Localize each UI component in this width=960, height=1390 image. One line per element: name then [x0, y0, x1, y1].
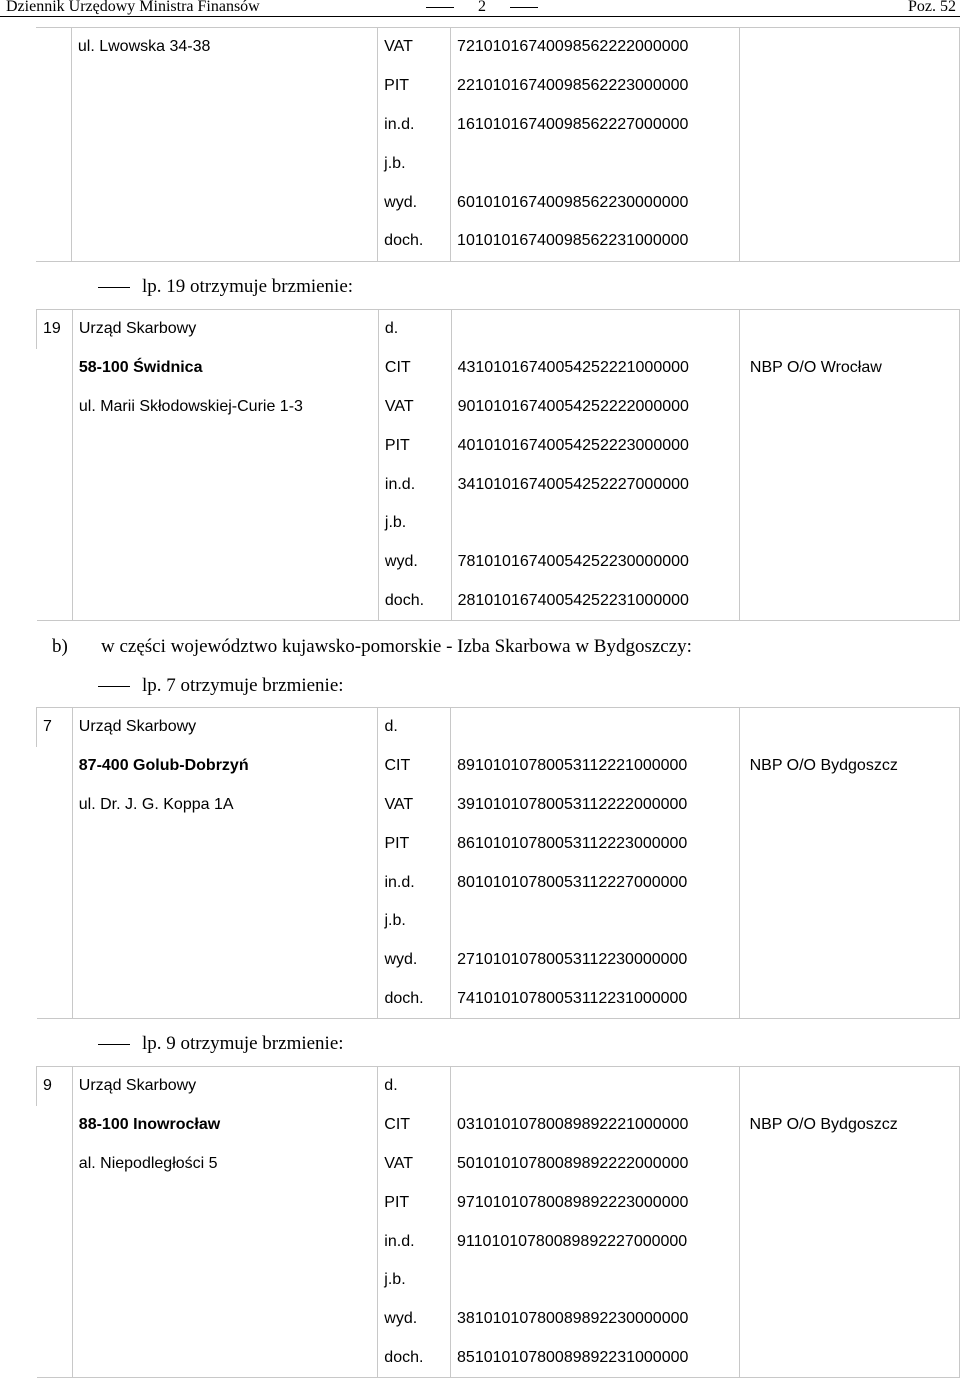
tax-type-cell: CIT: [378, 1106, 451, 1145]
journal-title: Dziennik Urzędowy Ministra Finansów: [6, 0, 260, 15]
bank-name-cell: [739, 28, 959, 67]
table-row: [36, 183, 960, 222]
table-row: [37, 902, 960, 941]
row-number: [36, 106, 71, 145]
table-row: [36, 222, 960, 261]
section-text: w części województwo kujawsko-pomorskie - Izba Skarbowa w Bydgoszczy:: [101, 636, 692, 657]
table-row: [37, 1222, 960, 1261]
bank-name-cell: [739, 543, 959, 582]
office-name-cell: [72, 902, 378, 941]
row-number: [37, 465, 73, 504]
office-name-cell: [72, 824, 378, 863]
account-number-cell: 40101016740054252223000000: [451, 426, 739, 465]
tax-type-cell: wyd.: [378, 543, 451, 582]
table-row: [37, 543, 960, 582]
tax-type-cell: doch.: [378, 1339, 451, 1378]
office-name-cell: [72, 426, 378, 465]
row-number: [36, 183, 71, 222]
account-number-cell: 72101016740098562222000000: [451, 28, 740, 67]
bank-name-cell: [739, 310, 959, 349]
bank-name-cell: [739, 1067, 959, 1106]
account-number-cell: 89101010780053112221000000: [451, 747, 739, 786]
office-name-cell: 88-100 Inowrocław: [72, 1106, 378, 1145]
tax-type-cell: doch.: [378, 582, 451, 621]
row-number: [37, 863, 73, 902]
account-number-cell: 38101010780089892230000000: [451, 1300, 740, 1339]
account-number-cell: 78101016740054252230000000: [451, 543, 739, 582]
office-name-cell: 87-400 Golub-Dobrzyń: [72, 747, 378, 786]
tax-type-cell: PIT: [378, 824, 451, 863]
row-number: [37, 1339, 73, 1378]
row-number: [37, 824, 73, 863]
tax-type-cell: d.: [378, 708, 451, 747]
tax-type-cell: VAT: [378, 388, 451, 427]
tax-office-table-swidnica: [36, 309, 960, 621]
bank-name-cell: [739, 863, 959, 902]
table-row: [37, 388, 960, 427]
account-number-cell: 80101010780053112227000000: [451, 863, 739, 902]
tax-type-cell: doch.: [378, 222, 451, 261]
bank-name-cell: NBP O/O Bydgoszcz: [739, 747, 959, 786]
account-number-cell: [451, 902, 739, 941]
amendment-note-7: [98, 675, 344, 697]
tax-type-cell: in.d.: [378, 106, 451, 145]
account-number-cell: 50101010780089892222000000: [451, 1145, 740, 1184]
row-number: 19: [37, 310, 73, 349]
table-row: [37, 824, 960, 863]
account-number-cell: 27101010780053112230000000: [451, 941, 739, 980]
office-name-cell: ul. Lwowska 34-38: [71, 28, 377, 67]
row-number: [37, 1261, 73, 1300]
account-number-cell: 16101016740098562227000000: [451, 106, 740, 145]
table-row: [37, 349, 960, 388]
account-number-cell: 97101010780089892223000000: [451, 1183, 740, 1222]
account-number-cell: 91101010780089892227000000: [451, 1222, 740, 1261]
account-number-cell: 60101016740098562230000000: [451, 183, 740, 222]
office-name-cell: [72, 543, 378, 582]
tax-type-cell: VAT: [378, 1145, 451, 1184]
row-number: [37, 902, 73, 941]
tax-office-table-golub-dobrzyn: [36, 707, 960, 1019]
table-row: [37, 310, 960, 349]
table-row: [37, 786, 960, 825]
bank-name-cell: [739, 708, 959, 747]
row-number: [36, 28, 71, 67]
bank-name-cell: [739, 67, 959, 106]
office-name-cell: [72, 1183, 378, 1222]
tax-type-cell: in.d.: [378, 465, 451, 504]
bank-name-cell: [739, 1183, 959, 1222]
table-row: [37, 1339, 960, 1378]
page-header: [0, 0, 960, 16]
office-name-cell: [72, 1222, 378, 1261]
office-name-cell: [72, 504, 378, 543]
tax-type-cell: VAT: [378, 786, 451, 825]
tax-type-cell: doch.: [378, 980, 451, 1019]
office-name-cell: [71, 106, 377, 145]
table-row: [37, 504, 960, 543]
account-number-cell: 10101016740098562231000000: [451, 222, 740, 261]
office-name-cell: [72, 941, 378, 980]
office-name-cell: [72, 465, 378, 504]
amendment-note-text: lp. 19 otrzymuje brzmienie:: [142, 276, 354, 297]
table-row: [36, 144, 960, 183]
row-number: [37, 388, 73, 427]
bank-name-cell: [739, 504, 959, 543]
row-number: [37, 1106, 73, 1145]
bank-name-cell: [739, 106, 959, 145]
office-name-cell: Urząd Skarbowy: [72, 1067, 378, 1106]
bank-name-cell: [739, 1300, 959, 1339]
office-name-cell: [72, 1339, 378, 1378]
tax-type-cell: wyd.: [378, 1300, 451, 1339]
account-number-cell: 39101010780053112222000000: [451, 786, 739, 825]
bank-name-cell: [739, 388, 959, 427]
account-number-cell: 74101010780053112231000000: [451, 980, 739, 1019]
bank-name-cell: [739, 183, 959, 222]
amendment-note-19: [98, 276, 353, 298]
table-row: [37, 1067, 960, 1106]
account-number-cell: 86101010780053112223000000: [451, 824, 739, 863]
table-row: [37, 426, 960, 465]
table-row: [37, 980, 960, 1019]
office-name-cell: [72, 582, 378, 621]
tax-type-cell: j.b.: [378, 504, 451, 543]
tax-type-cell: wyd.: [378, 183, 451, 222]
row-number: [37, 349, 73, 388]
office-name-cell: ul. Marii Skłodowskiej-Curie 1-3: [72, 388, 378, 427]
tax-type-cell: PIT: [378, 1183, 451, 1222]
row-number: [37, 1183, 73, 1222]
account-number-cell: 34101016740054252227000000: [451, 465, 739, 504]
row-number: [37, 1222, 73, 1261]
office-name-cell: ul. Dr. J. G. Koppa 1A: [72, 786, 378, 825]
account-number-cell: [451, 144, 740, 183]
office-name-cell: al. Niepodległości 5: [72, 1145, 378, 1184]
bank-name-cell: [739, 941, 959, 980]
tax-type-cell: wyd.: [378, 941, 451, 980]
dash-mark: [98, 287, 130, 288]
table-row: [37, 747, 960, 786]
account-number-cell: 43101016740054252221000000: [451, 349, 739, 388]
account-number-cell: 85101010780089892231000000: [451, 1339, 740, 1378]
table-row: [37, 1183, 960, 1222]
table-row: [37, 1106, 960, 1145]
table-row: [37, 941, 960, 980]
table-row: [37, 1145, 960, 1184]
tax-type-cell: j.b.: [378, 1261, 451, 1300]
table-row: [36, 67, 960, 106]
row-number: [37, 543, 73, 582]
row-number: [37, 582, 73, 621]
dash-mark: [98, 1044, 130, 1045]
row-number: [37, 747, 73, 786]
tax-type-cell: d.: [378, 310, 451, 349]
account-number-cell: [451, 310, 739, 349]
office-name-cell: Urząd Skarbowy: [72, 708, 378, 747]
row-number: [37, 1145, 73, 1184]
section-label: b): [52, 636, 68, 657]
bank-name-cell: [739, 426, 959, 465]
bank-name-cell: [739, 222, 959, 261]
row-number: [37, 941, 73, 980]
office-name-cell: [72, 980, 378, 1019]
bank-name-cell: [739, 1339, 959, 1378]
tax-type-cell: PIT: [378, 67, 451, 106]
office-name-cell: [71, 222, 377, 261]
row-number: 9: [37, 1067, 73, 1106]
table-row: [36, 106, 960, 145]
tax-type-cell: CIT: [378, 747, 451, 786]
table-row: [37, 863, 960, 902]
table-row: [37, 708, 960, 747]
account-number-cell: 03101010780089892221000000: [451, 1106, 740, 1145]
table-row: [36, 28, 960, 67]
bank-name-cell: [739, 1261, 959, 1300]
tax-type-cell: PIT: [378, 426, 451, 465]
row-number: [36, 67, 71, 106]
tax-office-table-lwowska: [36, 27, 960, 262]
tax-type-cell: j.b.: [378, 902, 451, 941]
office-name-cell: [71, 144, 377, 183]
amendment-note-9: [98, 1033, 344, 1055]
account-number-cell: 28101016740054252231000000: [451, 582, 739, 621]
row-number: [37, 1300, 73, 1339]
position-number: Poz. 52: [908, 0, 956, 15]
office-name-cell: [72, 1300, 378, 1339]
bank-name-cell: [739, 582, 959, 621]
header-rule: [0, 16, 960, 17]
account-number-cell: 90101016740054252222000000: [451, 388, 739, 427]
bank-name-cell: [739, 465, 959, 504]
account-number-cell: [451, 504, 739, 543]
bank-name-cell: NBP O/O Wrocław: [739, 349, 959, 388]
tax-type-cell: j.b.: [378, 144, 451, 183]
bank-name-cell: [739, 980, 959, 1019]
amendment-note-text: lp. 7 otrzymuje brzmienie:: [142, 675, 344, 696]
table-row: [37, 1300, 960, 1339]
tax-type-cell: CIT: [378, 349, 451, 388]
table-row: [37, 1261, 960, 1300]
table-row: [37, 465, 960, 504]
office-name-cell: 58-100 Świdnica: [72, 349, 378, 388]
page-number: 2: [462, 0, 502, 14]
bank-name-cell: [739, 1145, 959, 1184]
tax-type-cell: VAT: [378, 28, 451, 67]
row-number: [36, 222, 71, 261]
bank-name-cell: NBP O/O Bydgoszcz: [739, 1106, 959, 1145]
office-name-cell: [72, 863, 378, 902]
row-number: [37, 786, 73, 825]
account-number-cell: 22101016740098562223000000: [451, 67, 740, 106]
row-number: [36, 144, 71, 183]
bank-name-cell: [739, 1222, 959, 1261]
office-name-cell: [72, 1261, 378, 1300]
office-name-cell: [71, 67, 377, 106]
row-number: [37, 504, 73, 543]
bank-name-cell: [739, 786, 959, 825]
bank-name-cell: [739, 824, 959, 863]
amendment-note-text: lp. 9 otrzymuje brzmienie:: [142, 1033, 344, 1054]
office-name-cell: Urząd Skarbowy: [72, 310, 378, 349]
section-b-heading: [52, 636, 692, 658]
account-number-cell: [451, 1261, 740, 1300]
table-row: [37, 582, 960, 621]
dash-mark: [98, 686, 130, 687]
tax-office-table-inowroclaw: [36, 1066, 960, 1378]
row-number: [37, 426, 73, 465]
row-number: 7: [37, 708, 73, 747]
account-number-cell: [451, 1067, 740, 1106]
row-number: [37, 980, 73, 1019]
office-name-cell: [71, 183, 377, 222]
tax-type-cell: d.: [378, 1067, 451, 1106]
tax-type-cell: in.d.: [378, 1222, 451, 1261]
bank-name-cell: [739, 902, 959, 941]
bank-name-cell: [739, 144, 959, 183]
account-number-cell: [451, 708, 739, 747]
tax-type-cell: in.d.: [378, 863, 451, 902]
